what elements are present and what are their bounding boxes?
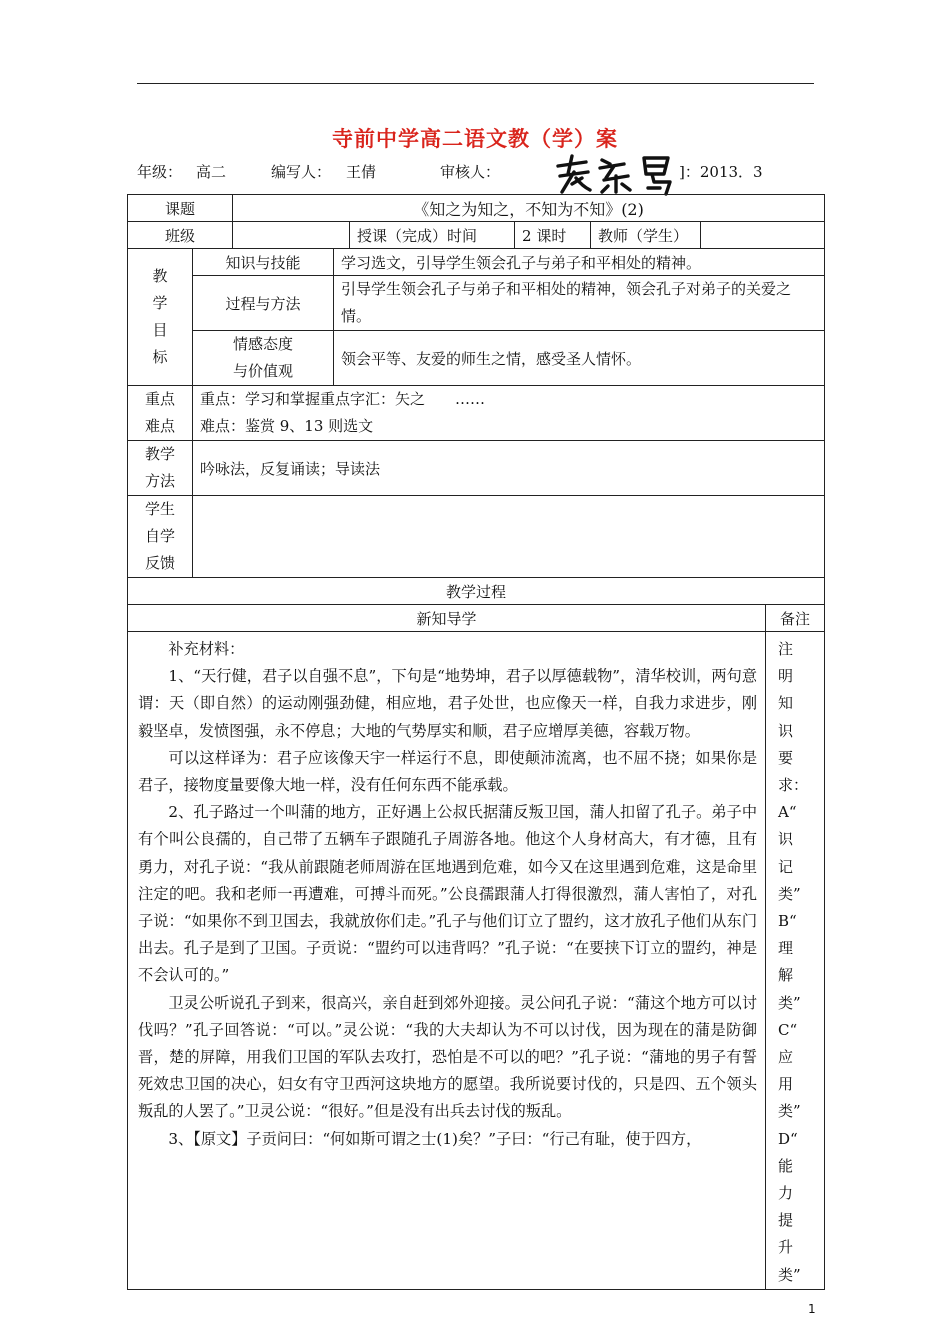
author-value: 王倩: [346, 163, 377, 181]
goal-process-value: 引导学生领会孔子与弟子和平相处的精神，领会孔子对弟子的关爱之情。: [334, 276, 825, 331]
lesson-content: [128, 632, 766, 1290]
remark-notes: 注 明 知 识 要求： A“ 识 记 类” B“ 理 解 类” C“ 应 用 类” D“ 能 力 提 升 类”: [766, 632, 825, 1290]
header-rule: [137, 83, 814, 84]
goal-process-label: 过程与方法: [193, 276, 334, 331]
date-value: ]：2013．3: [679, 163, 763, 181]
goal-emotion-value: 领会平等、友爱的师生之情，感受圣人情怀。: [334, 331, 825, 386]
teacher-value: [701, 222, 825, 249]
topic-value: 《知之为知之，不知为不知》(2): [233, 195, 825, 222]
teacher-label: 教师（学生）: [591, 222, 701, 249]
class-label: 班级: [128, 222, 233, 249]
reviewer-label: 审核人：: [440, 163, 501, 181]
grade-label: 年级：: [137, 163, 183, 181]
page-title: 寺前中学高二语文教（学）案: [332, 126, 618, 151]
goals-label: 教 学 目 标: [128, 249, 193, 386]
method-label: 教学 方法: [128, 441, 193, 496]
topic-label: 课题: [128, 195, 233, 222]
paragraph: 1、“天行健，君子以自强不息”，下句是“地势坤，君子以厚德载物”，清华校训，两句意谓：天（即自然）的运动刚强劲健，相应地，君子处世，也应像天一样，自我力求进步，刚毅坚卓，发愤图强，永不停息；大地的气势厚实和顺，君子应增厚美德，容载万物。: [138, 667, 758, 740]
time-label: 授课（完成）时间: [350, 222, 515, 249]
new-knowledge-label: 新知导学: [128, 605, 766, 632]
method-value: 吟咏法，反复诵读；导读法: [193, 441, 825, 496]
paragraph: 2、孔子路过一个叫蒲的地方，正好遇上公叔氏据蒲反叛卫国，蒲人扣留了孔子。弟子中有个叫公良孺的，自己带了五辆车子跟随孔子周游各地。他这个人身材高大，有才德，且有勇力，对孔子说：“我从前跟随老师周游在匡地遇到危难，如今又在这里遇到危难，这是命里注定的吧。我和老师一再遭难，可搏斗而死。”公良孺跟蒲人打得很激烈，蒲人害怕了，对孔子说：“如果你不到卫国去，我就放你们走。”孔子与他们订立了盟约，这才放孔子他们从东门出去。孔子是到了卫国。子贡说：“盟约可以违背吗？”孔子说：“在要挟下订立的盟约，神是不会认可的。”: [138, 803, 758, 985]
paragraph: 可以这样译为：君子应该像天宇一样运行不息，即使颠沛流离，也不屈不挠；如果你是君子，接物度量要像大地一样，没有任何东西不能承载。: [138, 748, 758, 795]
process-label: 教学过程: [128, 578, 825, 605]
class-value: [233, 222, 350, 249]
key-points-label: 重点 难点: [128, 386, 193, 441]
hours-value: 2 课时: [515, 222, 591, 249]
paragraph: 补充材料：: [168, 640, 245, 658]
goal-emotion-label: 情感态度 与价值观: [193, 331, 334, 386]
page-number: 1: [808, 1302, 816, 1316]
goal-knowledge-label: 知识与技能: [193, 249, 334, 276]
grade-value: 高二: [196, 163, 227, 181]
remark-label: 备注: [766, 605, 825, 632]
lesson-plan-table: [127, 194, 825, 1290]
author-label: 编写人：: [271, 163, 332, 181]
feedback-label: 学生 自学 反馈: [128, 496, 193, 578]
goal-knowledge-value: 学习选文，引导学生领会孔子与弟子和平相处的精神。: [334, 249, 825, 276]
handwritten-signature: [552, 152, 676, 196]
paragraph: 3、【原文】子贡问曰：“何如斯可谓之士(1)矣？”子曰：“行己有耻，使于四方，: [168, 1129, 702, 1148]
key-points-value: 重点：学习和掌握重点字汇：矢之 …… 难点：鉴赏 9、13 则选文: [193, 386, 825, 441]
paragraph: 卫灵公听说孔子到来，很高兴，亲自赶到郊外迎接。灵公问孔子说：“蒲这个地方可以讨伐吗？”孔子回答说：“可以。”灵公说：“我的大夫却认为不可以讨伐，因为现在的蒲是防御晋，楚的屏障，用我们卫国的军队去攻打，恐怕是不可以的吧？”孔子说：“蒲地的男子有誓死效忠卫国的决心，妇女有守卫西河这块地方的愿望。我所说要讨伐的，只是四、五个领头叛乱的人罢了。”卫灵公说：“很好。”但是没有出兵去讨伐的叛乱。: [138, 993, 758, 1121]
feedback-value: [193, 496, 825, 578]
